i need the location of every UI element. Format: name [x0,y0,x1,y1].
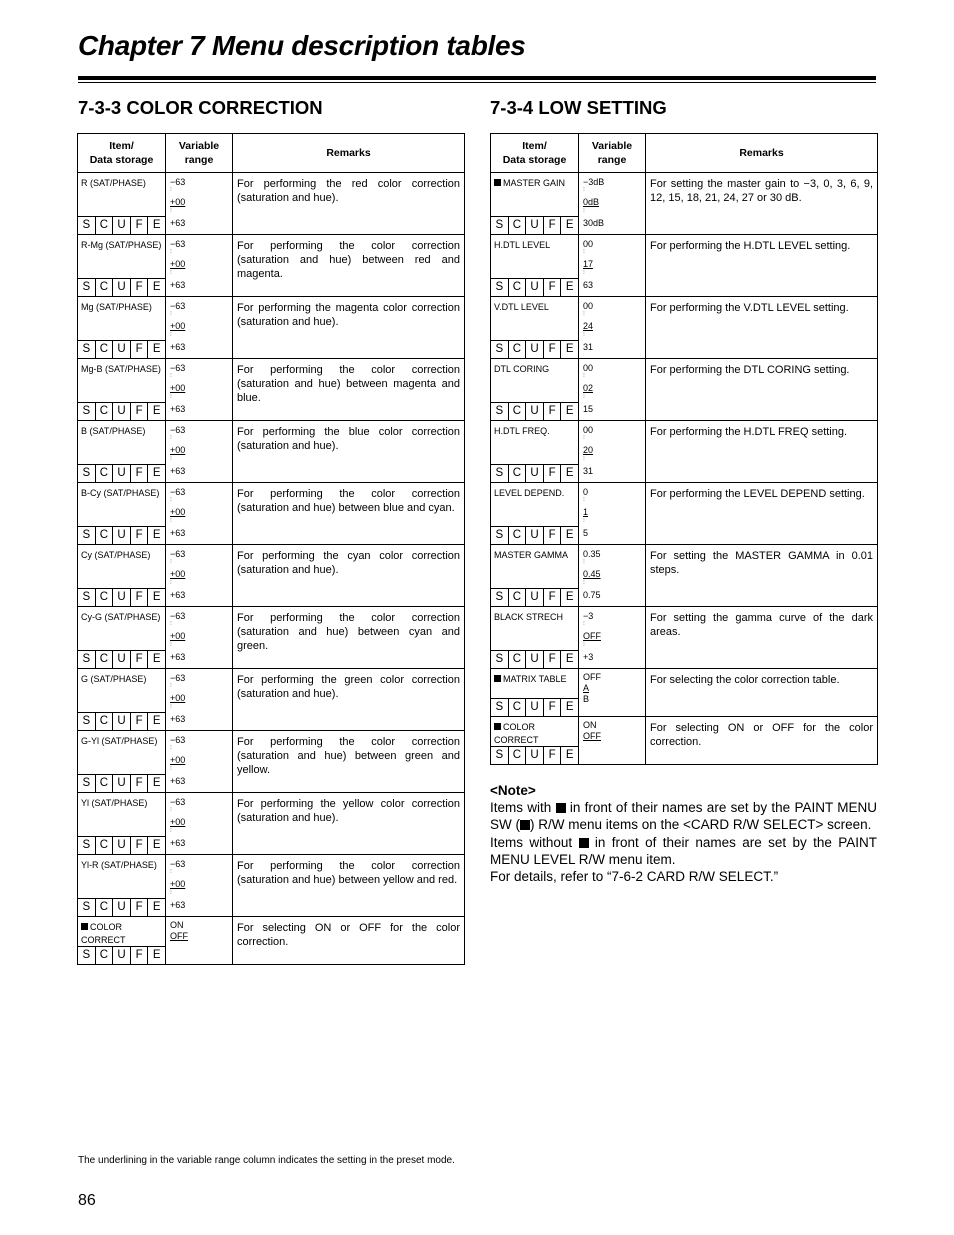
table-row [78,421,465,483]
table-row [78,669,465,731]
low-setting-table [490,133,878,765]
paint-menu-sw-marker-icon [494,675,501,682]
table-row [78,607,465,669]
remark: For performing the color correction (saturation and hue) between red and magenta. [233,235,465,297]
variable-range: −63 ⁝ +00 ⁝ +63 [166,235,233,297]
item-name: LEVEL DEPEND. [494,488,565,498]
variable-range: −3dB ⁝ 0dB ⁝ 30dB [579,173,646,235]
item-name: H.DTL FREQ. [494,426,550,436]
table-row [78,793,465,855]
scufe-flags: S C U F E [491,746,578,764]
remark: For performing the green color correction (saturation and hue). [233,669,465,731]
table-row [491,359,878,421]
variable-range: −63 ⁝ +00 ⁝ +63 [166,607,233,669]
item-name: R-Mg (SAT/PHASE) [81,240,162,250]
table-row [491,173,878,235]
scufe-flags: S C U F E [78,278,165,296]
table-row [78,731,465,793]
note-title: <Note> [490,783,536,798]
item-name: R (SAT/PHASE) [81,178,146,188]
header-rule-thick [78,76,876,80]
scufe-flags: S C U F E [78,650,165,668]
table-row [78,235,465,297]
preset-value: +00 [170,259,186,269]
square-marker-icon [556,803,566,813]
item-name: Mg (SAT/PHASE) [81,302,152,312]
preset-value: 0dB [583,197,600,207]
remark: For setting the MASTER GAMMA in 0.01 steps. [646,545,878,607]
preset-value: +00 [170,507,186,517]
variable-range: −63 ⁝ +00 ⁝ +63 [166,793,233,855]
preset-value: +00 [170,321,186,331]
remark: For performing the color correction (saturation and hue) between magenta and blue. [233,359,465,421]
preset-value: +00 [170,569,186,579]
square-marker-icon [579,838,589,848]
preset-value: 02 [583,383,594,393]
square-marker-icon [520,820,530,830]
scufe-flags: S C U F E [491,588,578,606]
paint-menu-sw-marker-icon [81,923,88,930]
scufe-flags: S C U F E [78,402,165,420]
table-row [78,359,465,421]
table-row [78,855,465,917]
table-row [78,483,465,545]
item-name: H.DTL LEVEL [494,240,551,250]
variable-range: 00 ⁝ 20 ⁝ 31 [579,421,646,483]
scufe-flags: S C U F E [78,588,165,606]
table-row [78,917,465,965]
variable-range: −63 ⁝ +00 ⁝ +63 [166,855,233,917]
variable-range: 0 ⁝ 1 ⁝ 5 [579,483,646,545]
variable-range: −63 ⁝ +00 ⁝ +63 [166,669,233,731]
variable-range: ON OFF [579,717,646,765]
preset-value: OFF [170,931,188,941]
preset-value: OFF [583,631,601,641]
scufe-flags: S C U F E [78,898,165,916]
chapter-title: Chapter 7 Menu description tables [78,30,526,61]
variable-range: −63 ⁝ +00 ⁝ +63 [166,297,233,359]
scufe-flags: S C U F E [78,836,165,854]
remark: For performing the H.DTL FREQ setting. [646,421,878,483]
scufe-flags: S C U F E [78,774,165,792]
table-row [491,235,878,297]
header-item: Item/ Data storage [78,134,166,173]
remark: For performing the yellow color correction (saturation and hue). [233,793,465,855]
preset-value: 17 [583,259,594,269]
item-name: COLOR CORRECT [81,922,126,945]
item-name: MASTER GAMMA [494,550,569,560]
paint-menu-sw-marker-icon [494,179,501,186]
preset-value: 1 [583,507,589,517]
color-correction-table [77,133,465,965]
preset-value: +00 [170,631,186,641]
remark: For performing the red color correction (saturation and hue). [233,173,465,235]
variable-range: 00 ⁝ 17 ⁝ 63 [579,235,646,297]
header-range: Variable range [166,134,233,173]
preset-value: 0.45 [583,569,601,579]
item-name: Yl (SAT/PHASE) [81,798,148,808]
remark: For setting the master gain to −3, 0, 3, 6, 9, 12, 15, 18, 21, 24, 27 or 30 dB. [646,173,878,235]
remark: For performing the magenta color correction (saturation and hue). [233,297,465,359]
header-rule-thin [78,82,876,83]
note-block [490,782,877,885]
item-name: G-Yl (SAT/PHASE) [81,736,158,746]
item-name: MASTER GAIN [491,173,578,190]
item-name: V.DTL LEVEL [494,302,549,312]
scufe-flags: S C U F E [491,464,578,482]
item-name: B-Cy (SAT/PHASE) [81,488,160,498]
preset-value: OFF [583,731,601,741]
variable-range: −3 ⁝ OFF ⁝ +3 [579,607,646,669]
scufe-flags: S C U F E [78,464,165,482]
variable-range: −63 ⁝ +00 ⁝ +63 [166,421,233,483]
variable-range: 00 ⁝ 02 ⁝ 15 [579,359,646,421]
remark: For performing the blue color correction (saturation and hue). [233,421,465,483]
preset-value: +00 [170,445,186,455]
remark: For setting the gamma curve of the dark areas. [646,607,878,669]
remark: For performing the color correction (saturation and hue) between cyan and green. [233,607,465,669]
item-name: COLOR CORRECT [494,722,539,745]
preset-value: +00 [170,693,186,703]
table-row [491,297,878,359]
header-range: Variable range [579,134,646,173]
note-paragraph: For details, refer to “7-6-2 CARD R/W SELECT.” [490,869,779,885]
item-name: BLACK STRECH [494,612,564,622]
remark: For selecting the color correction table. [646,669,878,717]
remark: For selecting ON or OFF for the color correction. [233,917,465,965]
section-title-low-setting: 7-3-4 LOW SETTING [490,97,667,118]
header-remarks: Remarks [646,134,878,173]
item-name: Yl-R (SAT/PHASE) [81,860,157,870]
note-paragraph: Items with in front of their names are set by the PAINT MENU SW ( ) R/W menu items on the <CARD R/W SELECT> screen. [490,800,878,833]
item-name: G (SAT/PHASE) [81,674,147,684]
table-row [78,297,465,359]
scufe-flags: S C U F E [78,216,165,234]
section-title-color-correction: 7-3-3 COLOR CORRECTION [78,97,323,118]
preset-value: +00 [170,755,186,765]
scufe-flags: S C U F E [491,526,578,544]
scufe-flags: S C U F E [491,698,578,716]
variable-range: 00 ⁝ 24 ⁝ 31 [579,297,646,359]
variable-range: −63 ⁝ +00 ⁝ +63 [166,545,233,607]
remark: For performing the DTL CORING setting. [646,359,878,421]
scufe-flags: S C U F E [491,340,578,358]
scufe-flags: S C U F E [78,946,165,964]
table-row [491,607,878,669]
preset-value: 24 [583,321,594,331]
item-name: B (SAT/PHASE) [81,426,146,436]
table-row [491,421,878,483]
item-name: DTL CORING [494,364,550,374]
remark: For selecting ON or OFF for the color correction. [646,717,878,765]
item-name: MATRIX TABLE [491,669,578,686]
variable-range: −63 ⁝ +00 ⁝ +63 [166,731,233,793]
scufe-flags: S C U F E [78,340,165,358]
remark: For performing the V.DTL LEVEL setting. [646,297,878,359]
page-number: 86 [78,1192,96,1209]
variable-range: −63 ⁝ +00 ⁝ +63 [166,173,233,235]
remark: For performing the color correction (saturation and hue) between green and yellow. [233,731,465,793]
remark: For performing the LEVEL DEPEND setting. [646,483,878,545]
remark: For performing the H.DTL LEVEL setting. [646,235,878,297]
preset-value: +00 [170,879,186,889]
item-name: Cy-G (SAT/PHASE) [81,612,161,622]
preset-value: +00 [170,197,186,207]
item-name: Mg-B (SAT/PHASE) [81,364,161,374]
remark: For performing the color correction (saturation and hue) between blue and cyan. [233,483,465,545]
table-row [491,669,878,717]
table-row [78,173,465,235]
remark: For performing the color correction (saturation and hue) between yellow and red. [233,855,465,917]
header-item: Item/ Data storage [491,134,579,173]
preset-value: A [583,683,590,693]
table-row [491,483,878,545]
scufe-flags: S C U F E [78,712,165,730]
table-row [78,545,465,607]
preset-value: +00 [170,817,186,827]
scufe-flags: S C U F E [78,526,165,544]
preset-value: 20 [583,445,594,455]
variable-range: 0.35 ⁝ 0.45 ⁝ 0.75 [579,545,646,607]
scufe-flags: S C U F E [491,278,578,296]
variable-range: ON OFF [166,917,233,965]
table-row [491,717,878,765]
preset-value: +00 [170,383,186,393]
footnote: The underlining in the variable range column indicates the setting in the preset mode. [78,1155,455,1166]
scufe-flags: S C U F E [491,216,578,234]
scufe-flags: S C U F E [491,650,578,668]
item-name: Cy (SAT/PHASE) [81,550,151,560]
remark: For performing the cyan color correction (saturation and hue). [233,545,465,607]
paint-menu-sw-marker-icon [494,723,501,730]
table-row [491,545,878,607]
note-paragraph: Items without in front of their names are set by the PAINT MENU LEVEL R/W menu item. [490,834,878,867]
variable-range: −63 ⁝ +00 ⁝ +63 [166,359,233,421]
variable-range: −63 ⁝ +00 ⁝ +63 [166,483,233,545]
variable-range: OFF A B [579,669,646,717]
scufe-flags: S C U F E [491,402,578,420]
header-remarks: Remarks [233,134,465,173]
